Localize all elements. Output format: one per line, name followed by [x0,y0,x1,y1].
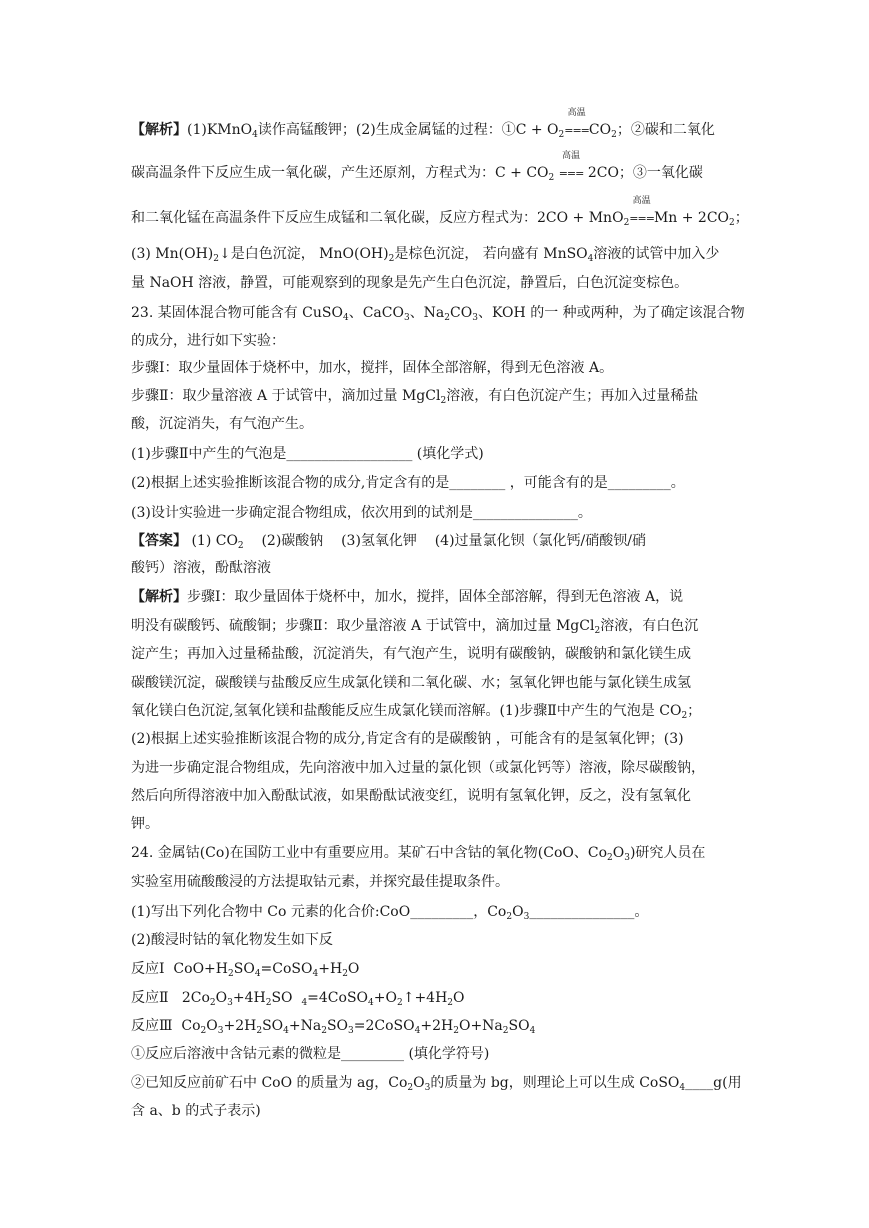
subscript: 4 [283,1026,289,1036]
analysis-line-2 [131,151,741,184]
subscript: 2 [506,912,513,922]
text: +H [318,961,343,977]
text: +2H [223,1018,257,1034]
analysis-line-1 [131,108,741,141]
subscript: 2 [447,998,454,1008]
text: O [612,845,625,861]
text: 的质量为 bg，则理论上可以生成 CoSO [430,1075,680,1091]
subscript: 2 [607,853,613,863]
equals-sign: === [558,167,584,180]
text: ； [687,703,702,719]
high-temp-equals [558,151,584,184]
text: 反应Ⅲ Co [131,1018,201,1034]
q23-sub-1: (1)步骤Ⅱ中产生的气泡是__________________ (填化学式) [131,446,484,462]
text: =2CoSO [353,1018,415,1034]
q23-step-2 [131,386,741,406]
text: +2H [420,1018,454,1034]
text: Mn + 2CO [653,210,730,226]
text: ；②碳和二氧化 [616,122,715,138]
subscript: 2 [265,998,272,1008]
reaction-2 [131,988,741,1008]
text: SO [271,990,302,1006]
subscript: 2 [502,1026,509,1036]
text: 步骤Ⅰ：取少量固体于烧杯中，加水，搅拌，固体全部溶解，得到无色溶液 A，说 [187,589,684,605]
text: ↑+4H [402,990,448,1006]
text: 是棕色沉淀， 若向盛有 MnSO [394,246,588,262]
analysis-line-5: 量 NaOH 溶液，静置，可能观察到的现象是先产生白色沉淀，静置后，白色沉淀变棕色。 [131,275,689,291]
subscript: 3 [348,1026,354,1036]
subscript: 4 [414,1026,421,1036]
text: SO [233,961,255,977]
analysis-label: 【解析】 [131,589,187,605]
text: ____g(用 [685,1075,742,1091]
subscript: 3 [624,853,630,863]
q23-line-1 [131,303,745,323]
text: 明没有碳酸钙、硫酸铜；步骤Ⅱ：取少量溶液 A 于试管中，滴加过量 MgCl [131,618,595,634]
subscript: 3 [403,313,410,323]
q24-line-2: 实验室用硫酸酸浸的方法提取钴元素，并探究最佳提取条件。 [131,874,509,890]
subscript: 2 [213,254,219,264]
text: O+Na [458,1018,503,1034]
q24-sub-2-2-cont: 含 a、b 的式子表示) [131,1103,261,1119]
q24-sub-2-2 [131,1073,741,1093]
text: 、Na [409,305,445,321]
q23-analysis-line-3: 淀产生；再加入过量稀盐酸，沉淀消失，有气泡产生，说明有碳酸钠，碳酸钠和氯化镁生成 [131,646,691,662]
subscript: 3 [424,1083,431,1093]
text: 反应Ⅱ 2Co [131,990,210,1006]
q23-step-1: 步骤Ⅰ：取少量固体于烧杯中，加水，搅拌，固体全部溶解，得到无色溶液 A。 [131,360,614,376]
high-temp-equals [564,108,589,141]
text: ↓是白色沉淀， MnO(OH) [218,246,389,262]
text: 、KOH 的一 种或两种，为了确定该混合物 [477,305,745,321]
subscript: 2 [388,254,395,264]
subscript: 4 [587,254,594,264]
q23-sub-2: (2)根据上述实验推断该混合物的成分,肯定含有的是________ ，可能含有的是_________。 [131,475,685,491]
subscript: 4 [342,313,349,323]
q24-sub-2-1: ①反应后溶液中含钴元素的微粒是_________ (填化学符号) [131,1046,490,1062]
q23-answer-line-2: 酸钙）溶液，酚酞溶液 [131,560,271,576]
q23-analysis-line-5 [131,701,741,721]
text: (1) CO [187,533,238,549]
q23-analysis-line-6: (2)根据上述实验推断该混合物的成分,肯定含有的是碳酸钠 ，可能含有的是氢氧化钾；(3) [131,731,684,747]
subscript: 4 [301,998,308,1008]
text: 24. 金属钴(Co)在国防工业中有重要应用。某矿石中含钴的氧化物(CoO、Co [131,845,607,861]
subscript: 2 [396,998,403,1008]
text: O [453,990,465,1006]
subscript: 4 [529,1026,536,1036]
text: =4CoSO [307,990,369,1006]
text: ； [734,210,749,226]
text: +4H [232,990,266,1006]
text: O [512,904,524,920]
text: 溶液的试管中加入少 [593,246,720,262]
q24-sub-1 [131,902,741,922]
text: 23. 某固体混合物可能含有 CuSO [131,305,343,321]
q23-analysis-line-8: 然后向所得溶液中加入酚酞试液，如果酚酞试液变红，说明有氢氧化钾，反之，没有氢氧化 [131,788,691,804]
text: 碳高温条件下反应生成一氧化碳，产生还原剂，方程式为：C + CO [131,165,549,181]
subscript: 2 [237,541,244,551]
text: 反应Ⅰ CoO+H [131,961,228,977]
subscript: 2 [558,130,565,140]
subscript: 2 [200,1026,207,1036]
subscript: 3 [217,1026,224,1036]
text: 读作高锰酸钾；(2)生成金属锰的过程：①C + O [257,122,559,138]
subscript: 2 [548,173,555,183]
subscript: 2 [611,130,617,140]
analysis-line-3 [131,196,749,229]
subscript: 4 [252,130,258,140]
condition-label: 高温 [562,151,581,161]
reaction-1 [131,959,741,979]
subscript: 3 [472,313,478,323]
answer-label: 【答案】 [131,533,187,549]
equals-sign: === [564,124,589,137]
subscript: 4 [312,969,319,979]
text: (1)写出下列化合物中 Co 元素的化合价:CoO_________，Co [131,904,507,920]
text: 和二氧化锰在高温条件下反应生成锰和二氧化碳，反应方程式为：2CO + MnO [131,210,624,226]
text: 溶液，有白色沉 [600,618,699,634]
text: O [215,990,228,1006]
text: +O [373,990,397,1006]
subscript: 4 [679,1083,686,1093]
subscript: 2 [256,1026,263,1036]
subscript: 2 [440,396,447,406]
text: 、CaCO [348,305,404,321]
text: (3) Mn(OH) [131,246,214,262]
text: )研究人员在 [629,845,706,861]
q23-sub-3: (3)设计实验进一步确定混合物组成，依次用到的试剂是_______________。 [131,505,592,521]
subscript: 4 [254,969,261,979]
text: SO [326,1018,349,1034]
q23-analysis-line-7: 为进一步确定混合物组成，先向溶液中加入过量的氯化钡（或氯化钙等）溶液，除尽碳酸钠， [131,760,705,776]
q23-analysis-line-2 [131,616,741,636]
subscript: 2 [623,218,630,228]
subscript: 4 [368,998,374,1008]
text: (1)KMnO [187,122,253,138]
text: _______________。 [529,904,649,920]
text: (2)碳酸钠 (3)氢氧化钾 (4)过量氯化钡（氯化钙/硝酸钡/硝 [243,533,646,549]
text: CO [588,122,612,138]
text: =CoSO [260,961,313,977]
reaction-3 [131,1016,741,1036]
text: 2CO；③一氧化碳 [583,165,703,181]
analysis-line-4 [131,244,741,264]
subscript: 2 [321,1026,327,1036]
subscript: 2 [209,998,216,1008]
q23-line-2: 的成分，进行如下实验： [131,333,285,349]
q23-analysis-line-9: 钾。 [131,816,159,832]
text: +Na [288,1018,322,1034]
subscript: 2 [342,969,348,979]
text: O [413,1075,425,1091]
text: CO [450,305,473,321]
subscript: 2 [594,626,601,636]
q23-analysis-line-1 [131,587,741,607]
text: O [347,961,360,977]
q23-answer-line-1 [131,531,741,551]
text: ②已知反应前矿石中 CoO 的质量为 ag，Co [131,1075,408,1091]
subscript: 2 [228,969,234,979]
condition-label: 高温 [632,196,651,206]
text: 步骤Ⅱ：取少量溶液 A 于试管中，滴加过量 MgCl [131,388,441,404]
q23-analysis-line-4: 碳酸镁沉淀，碳酸镁与盐酸反应生成氯化镁和二氧化碳、水；氢氧化钾也能与氯化镁生成氢 [131,675,691,691]
q23-step-2-cont: 酸，沉淀消失，有气泡产生。 [131,416,313,432]
q24-line-1 [131,843,741,863]
q24-sub-2: (2)酸浸时钴的氧化物发生如下反 [131,932,333,948]
condition-label: 高温 [567,108,586,118]
text: 氧化镁白色沉淀,氢氧化镁和盐酸能反应生成氯化镁而溶解。(1)步骤Ⅱ中产生的气泡是 CO [131,703,682,719]
analysis-label: 【解析】 [131,122,187,138]
equals-sign: === [629,212,654,225]
subscript: 3 [227,998,233,1008]
subscript: 2 [444,313,451,323]
subscript: 2 [453,1026,459,1036]
subscript: 2 [681,711,688,721]
subscript: 2 [407,1083,414,1093]
text: O [206,1018,218,1034]
high-temp-equals [629,196,654,229]
subscript: 2 [729,218,735,228]
text: 溶液，有白色沉淀产生；再加入过量稀盐 [446,388,699,404]
text: SO [262,1018,284,1034]
text: SO [508,1018,530,1034]
subscript: 3 [523,912,530,922]
